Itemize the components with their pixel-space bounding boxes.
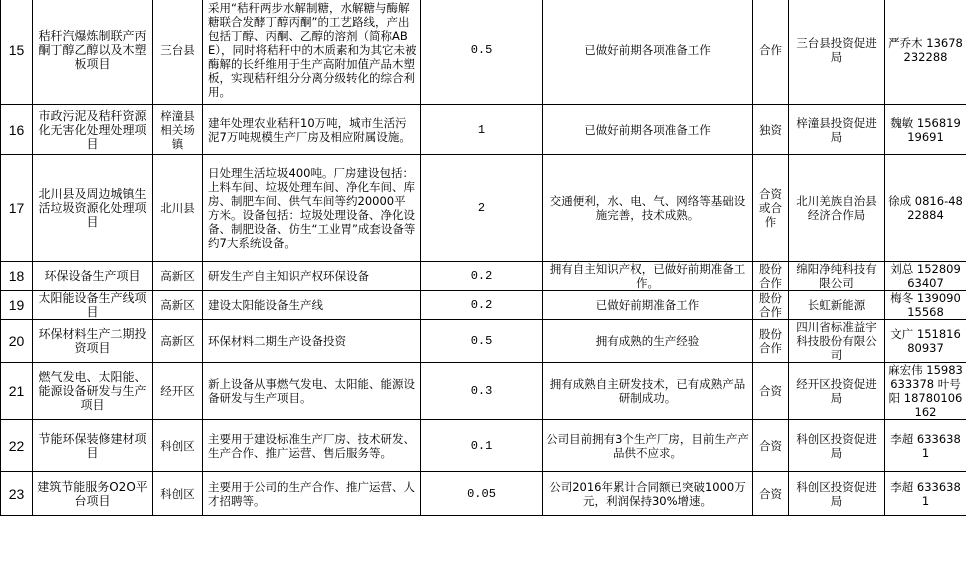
cell-investment: 0.5 [421, 0, 543, 105]
cell-progress: 拥有成熟自主研发技术，已有成熟产品研制成功。 [543, 363, 753, 420]
cell-project-name: 市政污泥及秸秆资源化无害化处理处理项目 [33, 105, 153, 155]
cell-unit: 绵阳净纯科技有限公司 [789, 262, 885, 291]
cell-investment: 0.2 [421, 291, 543, 320]
cell-location: 高新区 [153, 291, 203, 320]
cell-content: 日处理生活垃圾400吨。厂房建设包括：上料车间、垃圾处理车间、净化车间、库房、制肥车间、供气车间等约20000平方米。设备包括：垃圾处理设备、净化设备、制肥设备、仿生“工业胃”成套设备等约7大系统设备。 [203, 155, 421, 262]
cell-project-name: 环保材料生产二期投资项目 [33, 320, 153, 363]
cell-investment: 1 [421, 105, 543, 155]
cell-progress: 拥有成熟的生产经验 [543, 320, 753, 363]
cell-progress: 交通便利，水、电、气、网络等基础设施完善，技术成熟。 [543, 155, 753, 262]
cell-number: 21 [1, 363, 33, 420]
cell-progress: 已做好前期各项准备工作 [543, 0, 753, 105]
cell-investment: 0.5 [421, 320, 543, 363]
cell-unit: 科创区投资促进局 [789, 472, 885, 516]
cell-location: 北川县 [153, 155, 203, 262]
cell-mode: 合资 [753, 363, 789, 420]
cell-contact: 李超 6336381 [885, 420, 966, 472]
cell-project-name: 燃气发电、太阳能、能源设备研发与生产项目 [33, 363, 153, 420]
cell-content: 建设太阳能设备生产线 [203, 291, 421, 320]
cell-mode: 合资 [753, 420, 789, 472]
cell-number: 19 [1, 291, 33, 320]
cell-number: 15 [1, 0, 33, 105]
cell-number: 17 [1, 155, 33, 262]
cell-investment: 0.05 [421, 472, 543, 516]
cell-mode: 合作 [753, 0, 789, 105]
cell-contact: 徐成 0816-4822884 [885, 155, 966, 262]
table-row [1, 320, 966, 363]
cell-progress: 已做好前期各项准备工作 [543, 105, 753, 155]
cell-project-name: 建筑节能服务O2O平台项目 [33, 472, 153, 516]
cell-location: 科创区 [153, 472, 203, 516]
cell-location: 经开区 [153, 363, 203, 420]
cell-contact: 梅冬 13909015568 [885, 291, 966, 320]
cell-content: 主要用于建设标准生产厂房、技术研发、生产合作、推广运营、售后服务等。 [203, 420, 421, 472]
cell-unit: 北川羌族自治县经济合作局 [789, 155, 885, 262]
cell-mode: 股份合作 [753, 291, 789, 320]
cell-location: 三台县 [153, 0, 203, 105]
cell-number: 23 [1, 472, 33, 516]
cell-unit: 科创区投资促进局 [789, 420, 885, 472]
cell-content: 采用“秸秆两步水解制糖，水解糖与酶解糖联合发酵丁醇丙酮”的工艺路线，产出包括丁醇、丙酮、乙醇的溶剂（简称ABE），同时将秸秆中的木质素和为其它未被酶解的长纤维用于生产高附加值产品木塑板，实现秸秆组分分离分级转化的综合利用。 [203, 0, 421, 105]
cell-unit: 梓潼县投资促进局 [789, 105, 885, 155]
table-row [1, 420, 966, 472]
cell-contact: 刘总 15280963407 [885, 262, 966, 291]
cell-number: 16 [1, 105, 33, 155]
cell-investment: 2 [421, 155, 543, 262]
cell-contact: 魏敏 15681919691 [885, 105, 966, 155]
cell-unit: 长虹新能源 [789, 291, 885, 320]
table-row [1, 291, 966, 320]
table-row [1, 262, 966, 291]
cell-content: 建年处理农业秸秆10万吨，城市生活污泥7万吨规模生产厂房及相应附属设施。 [203, 105, 421, 155]
cell-content: 研发生产自主知识产权环保设备 [203, 262, 421, 291]
cell-location: 科创区 [153, 420, 203, 472]
table-row [1, 0, 966, 105]
cell-project-name: 秸秆汽爆炼制联产丙酮丁醇乙醇以及木塑板项目 [33, 0, 153, 105]
cell-investment: 0.2 [421, 262, 543, 291]
cell-location: 梓潼县相关场镇 [153, 105, 203, 155]
cell-progress: 公司目前拥有3个生产厂房，目前生产产品供不应求。 [543, 420, 753, 472]
cell-mode: 股份合作 [753, 262, 789, 291]
cell-project-name: 太阳能设备生产线项目 [33, 291, 153, 320]
cell-project-name: 北川县及周边城镇生活垃圾资源化处理项目 [33, 155, 153, 262]
cell-mode: 合资或合作 [753, 155, 789, 262]
cell-content: 环保材料二期生产设备投资 [203, 320, 421, 363]
cell-progress: 已做好前期准备工作 [543, 291, 753, 320]
cell-location: 高新区 [153, 262, 203, 291]
cell-mode: 合资 [753, 472, 789, 516]
cell-progress: 拥有自主知识产权，已做好前期准备工作。 [543, 262, 753, 291]
table-row [1, 105, 966, 155]
cell-unit: 三台县投资促进局 [789, 0, 885, 105]
cell-project-name: 环保设备生产项目 [33, 262, 153, 291]
cell-unit: 经开区投资促进局 [789, 363, 885, 420]
cell-mode: 独资 [753, 105, 789, 155]
table-body [1, 0, 966, 516]
cell-progress: 公司2016年累计合同额已突破1000万元，利润保持30%增速。 [543, 472, 753, 516]
cell-contact: 麻宏伟 15983633378 叶号阳 18780106162 [885, 363, 966, 420]
table-row [1, 155, 966, 262]
cell-project-name: 节能环保装修建材项目 [33, 420, 153, 472]
cell-contact: 文广 15181680937 [885, 320, 966, 363]
cell-content: 新上设备从事燃气发电、太阳能、能源设备研发与生产项目。 [203, 363, 421, 420]
cell-number: 18 [1, 262, 33, 291]
cell-investment: 0.1 [421, 420, 543, 472]
cell-investment: 0.3 [421, 363, 543, 420]
cell-unit: 四川省标准益宇科技股份有限公司 [789, 320, 885, 363]
cell-contact: 严乔木 13678232288 [885, 0, 966, 105]
table-row [1, 363, 966, 420]
cell-contact: 李超 6336381 [885, 472, 966, 516]
cell-mode: 股份合作 [753, 320, 789, 363]
table-row [1, 472, 966, 516]
cell-content: 主要用于公司的生产合作、推广运营、人才招聘等。 [203, 472, 421, 516]
cell-number: 22 [1, 420, 33, 472]
cell-number: 20 [1, 320, 33, 363]
cell-location: 高新区 [153, 320, 203, 363]
